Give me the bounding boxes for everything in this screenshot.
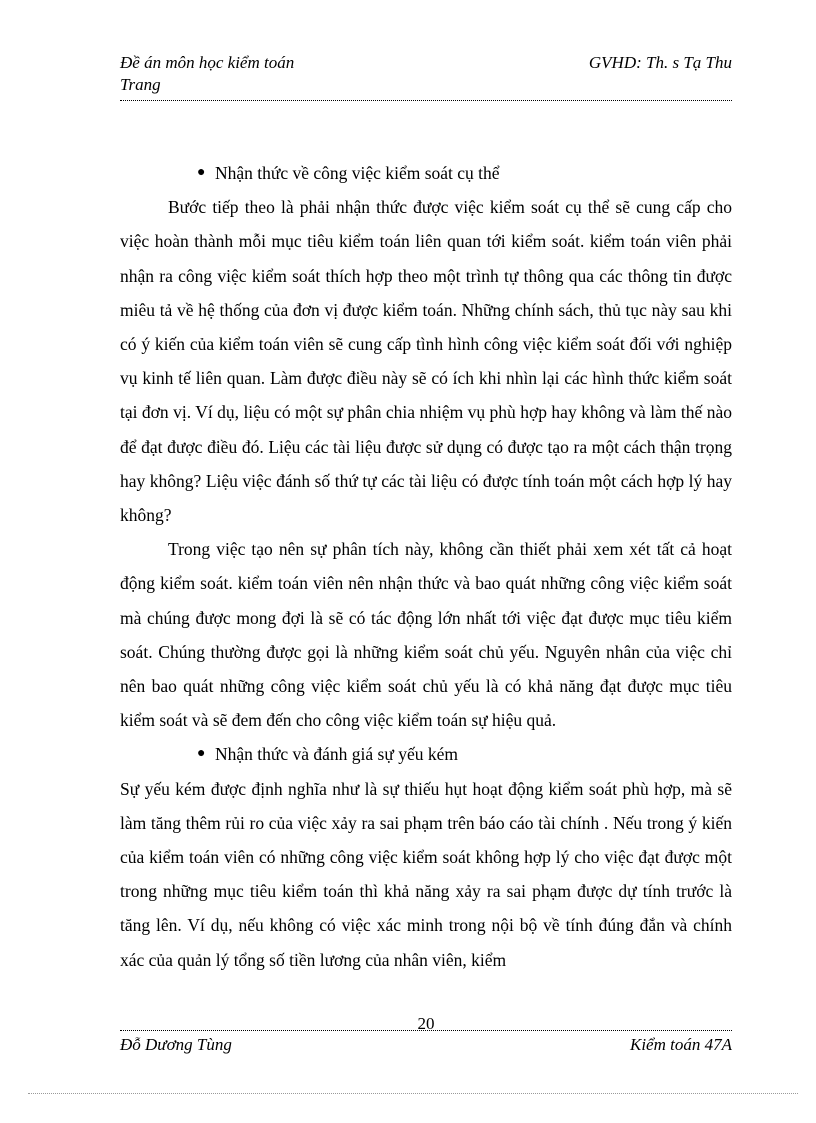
- bullet-heading-text: Nhận thức và đánh giá sự yếu kém: [215, 744, 459, 765]
- body-paragraph: Trong việc tạo nên sự phân tích này, không cần thiết phải xem xét tất cả hoạt động kiểm soát. kiểm toán viên nên nhận thức và bao quát những công việc kiểm soát mà chúng được mong đợi là sẽ có tác động lớn nhất tới việc đạt được mục tiêu kiểm soát. Chúng thường được gọi là những kiểm soát chủ yếu. Nguyên nhân của việc chỉ nên bao quát những công việc kiểm soát chủ yếu là có khả năng đạt được mục tiêu kiểm soát và sẽ đem đến cho công việc kiểm toán sự hiệu quả.: [120, 539, 732, 731]
- body-paragraph: Sự yếu kém được định nghĩa như là sự thiếu hụt hoạt động kiểm soát phù hợp, mà sẽ làm tăng thêm rủi ro của việc xảy ra sai phạm trên báo cáo tài chính . Nếu trong ý kiến của kiểm toán viên có những công việc kiểm soát không hợp lý cho việc đạt được một trong những mục tiêu kiểm toán thì khả năng xảy ra sai phạm được dự tính trước là tăng lên. Ví dụ, nếu không có việc xác minh trong nội bộ về tính đúng đắn và chính xác của quản lý tổng số tiền lương của nhân viên, kiểm: [120, 778, 732, 970]
- bullet-heading: [120, 737, 732, 771]
- header-title: Đề án môn học kiểm toán: [120, 53, 295, 72]
- footer-divider: [120, 1030, 732, 1031]
- bullet-dot-icon: ●: [197, 746, 206, 762]
- bullet-heading-text: Nhận thức về công việc kiểm soát cụ thể: [215, 163, 500, 183]
- page-body: [120, 156, 732, 977]
- header-divider: [120, 100, 732, 101]
- footer-class: Kiểm toán 47A: [630, 1035, 732, 1054]
- footer-author: Đỗ Dương Tùng: [120, 1035, 232, 1054]
- bullet-heading: [120, 156, 732, 190]
- header-instructor: GVHD: Th. s Tạ Thu: [588, 53, 732, 72]
- header-instructor-continued: Trang: [120, 75, 161, 94]
- page-bottom-divider: [28, 1093, 798, 1094]
- page-number: 20: [417, 1014, 435, 1033]
- body-paragraph: Bước tiếp theo là phải nhận thức được việc kiểm soát cụ thể sẽ cung cấp cho việc hoàn thành mỗi mục tiêu kiểm toán liên quan tới kiểm soát. kiểm toán viên phải nhận ra công việc kiểm soát thích hợp theo một trình tự thông qua các thông tin được miêu tả về hệ thống của đơn vị được kiểm toán. Những chính sách, thủ tục này sau khi có ý kiến của kiểm toán viên sẽ cung cấp tình hình công việc kiểm soát đối với nghiệp vụ kinh tế liên quan. Làm được điều này sẽ có ích khi nhìn lại các hình thức kiểm soát tại đơn vị. Ví dụ, liệu có một sự phân chia nhiệm vụ phù hợp hay không và làm thế nào để đạt được điều đó. Liệu các tài liệu được sử dụng có được tạo ra một cách thận trọng hay không? Liệu việc đánh số thứ tự các tài liệu có được tính toán một cách hợp lý hay không?: [120, 197, 732, 526]
- bullet-dot-icon: ●: [197, 165, 206, 180]
